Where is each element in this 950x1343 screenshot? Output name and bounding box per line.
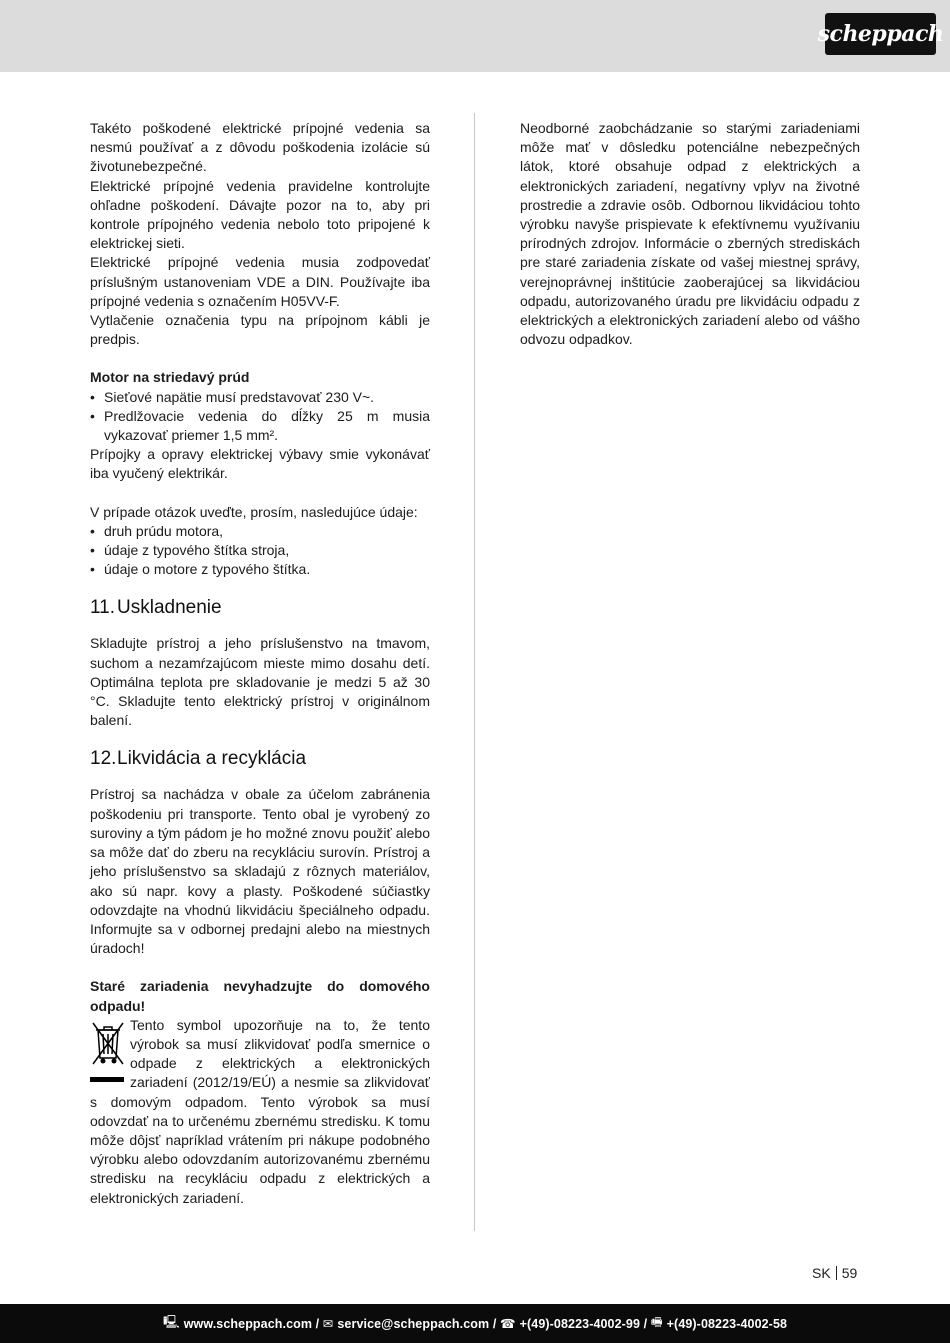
paragraph: Skladujte prístroj a jeho príslušenstvo na tmavom, suchom a nezamŕzajúcom mieste mimo dosahu detí. Optimálna teplota pre skladovanie je medzi 5 až 30 °C. Skladujte tento elektrický prístroj v originálnom balení.	[90, 635, 430, 729]
email-icon: ✉	[322, 1317, 334, 1331]
weee-notice	[90, 1016, 430, 1208]
paragraph: Takéto poškodené elektrické prípojné vedenia sa nesmú používať a z dôvodu poškodenia izolácie sú životunebezpečné.	[90, 120, 430, 175]
footer	[0, 1304, 950, 1343]
phone-icon: ☎	[499, 1317, 516, 1331]
list-item: • druh prúdu motora,	[90, 522, 430, 541]
paragraph: Elektrické prípojné vedenia musia zodpovedať príslušným ustanoveniam VDE a DIN. Používajte iba prípojné vedenia s označením H05VV-F.	[90, 254, 430, 309]
column-divider	[474, 113, 475, 1231]
footer-separator: /	[640, 1316, 651, 1331]
paragraph: Prístroj sa nachádza v obale za účelom zabránenia poškodeniu pri transporte. Tento obal je vyrobený zo suroviny a tým pádom je ho možné znovu použiť alebo sa môže dať do zberu na recykláciu surovín. Prístroj a jeho príslušenstvo sa skladajú z rôznych materiálov, ako sú napr. kovy a plasty. Poškodené súčiastky odovzdajte na vhodnú likvidáciu špeciálneho odpadu. Informujte sa v odbornej predajni alebo na miestnych úradoch!	[90, 786, 430, 957]
list-item: • údaje o motore z typového štítka.	[90, 560, 430, 579]
section-heading-disposal	[90, 747, 430, 771]
list-item: • Sieťové napätie musí predstavovať 230 V~.	[90, 388, 430, 407]
computer-icon: 🖳	[162, 1315, 180, 1329]
crossed-out-wheelie-bin-icon	[90, 1020, 126, 1078]
footer-separator: /	[489, 1316, 500, 1331]
right-column	[520, 119, 860, 349]
paragraph: Tento symbol upozorňuje na to, že tento výrobok sa musí zlikvidovať podľa smernice o odpade z elektrických a elektronických zariadení (2012/19/EÚ) a nesmie sa zlikvidovať s domovým odpadom. Tento výrobok sa musí odovzdať na to určenému zbernému stredisku. K tomu môže dôjsť napríklad vrátením pri nákupe podobného výrobku alebo odovzdaním autorizovanému zbernému stredisku na recykláciu odpadu z elektrických a elektronických zariadení.	[90, 1016, 430, 1206]
scheppach-logo: scheppach	[825, 13, 936, 55]
footer-fax: +(49)-08223-4002-58	[666, 1316, 788, 1331]
footer-website[interactable]: www.scheppach.com	[183, 1316, 313, 1331]
questions-list	[90, 522, 430, 580]
section-number: 12.	[90, 748, 117, 770]
header-band	[0, 0, 950, 72]
fax-icon: 🖷	[650, 1315, 663, 1329]
page-separator	[836, 1266, 837, 1280]
section-title: Likvidácia a recyklácia	[117, 748, 307, 770]
paragraph: Vytlačenie označenia typu na prípojnom kábli je predpis.	[90, 312, 430, 348]
footer-separator: /	[312, 1316, 323, 1331]
paragraph: Elektrické prípojné vedenia pravidelne kontrolujte ohľadne poškodení. Dávajte pozor na to, aby pri kontrole prípojného vedenia nebolo toto pripojené k elektrickej sieti.	[90, 177, 430, 252]
footer-phone: +(49)-08223-4002-99	[519, 1316, 641, 1331]
warning-heading: Staré zariadenia nevyhadzujte do domového odpadu!	[90, 978, 430, 1014]
motor-heading: Motor na striedavý prúd	[90, 369, 250, 386]
page-number	[812, 1265, 857, 1281]
section-heading-storage	[90, 596, 430, 620]
section-title: Uskladnenie	[117, 597, 222, 619]
list-item: • údaje z typového štítka stroja,	[90, 541, 430, 560]
footer-email[interactable]: service@scheppach.com	[337, 1316, 490, 1331]
motor-list	[90, 388, 430, 446]
weee-bar	[90, 1077, 124, 1082]
paragraph: Prípojky a opravy elektrickej výbavy smie vykonávať iba vyučený elektrikár.	[90, 446, 430, 482]
paragraph: V prípade otázok uveďte, prosím, nasledujúce údaje:	[90, 503, 418, 520]
section-number: 11.	[90, 597, 116, 619]
page-number-value: 59	[841, 1265, 858, 1281]
left-column	[90, 119, 430, 1208]
paragraph: Neodborné zaobchádzanie so starými zariadeniami môže mať v dôsledku potenciálne nebezpečných látok, ktoré obsahuje odpad z elektrických a elektronických zariadení, negatívny vplyv na životné prostredie a zdravie osôb. Odbornou likvidáciou tohto výrobku navyše prispievate k efektívnemu využívaniu prírodných zdrojov. Informácie o zberných strediskách pre staré zariadenia získate od vašej miestnej správy, verejnoprávnej inštitúcie zaoberajúcej sa likvidáciou odpadu, autorizovaného úradu pre likvidáciu odpadu z elektrických a elektronických zariadení alebo od vášho odvozu odpadkov.	[520, 120, 860, 348]
page-language: SK	[812, 1265, 831, 1281]
list-item: • Predlžovacie vedenia do dĺžky 25 m musia vykazovať priemer 1,5 mm².	[90, 407, 430, 445]
